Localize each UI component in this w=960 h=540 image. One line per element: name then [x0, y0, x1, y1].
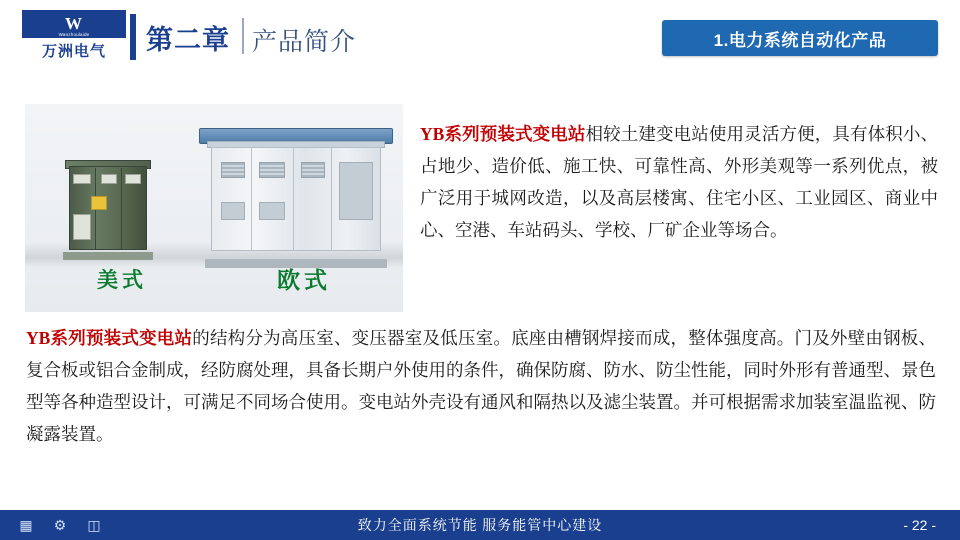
- slide-footer: [0, 510, 960, 540]
- us-door-seam-2: [121, 168, 122, 250]
- company-logo: [22, 10, 126, 62]
- eu-door-seam-3: [331, 147, 332, 251]
- book-icon[interactable]: ◫: [87, 517, 101, 533]
- right-paragraph: [420, 118, 938, 246]
- section-tag-label: 1.电力系统自动化产品: [713, 30, 887, 50]
- us-vent-panel-1: [73, 174, 91, 184]
- eu-access-door-2: [259, 202, 285, 220]
- slide-header: [0, 0, 960, 72]
- photo-caption-american: 美式: [97, 268, 147, 292]
- eu-access-door-1: [221, 202, 245, 220]
- logo-company-name: 万洲电气: [41, 44, 106, 60]
- bottom-paragraph-keyword: YB系列预装式变电站: [26, 328, 193, 348]
- us-warning-label-icon: [91, 196, 107, 210]
- bottom-paragraph: [26, 322, 936, 450]
- logo-mark-icon: [22, 10, 126, 38]
- right-paragraph-keyword: YB系列预装式变电站: [420, 124, 586, 144]
- photo-caption-european: 欧式: [277, 268, 331, 293]
- right-paragraph-body: 相较土建变电站使用灵活方便，具有体积小、占地少、造价低、施工快、可靠性高、外形美观等一系列优点，被广泛用于城网改造，以及高层楼寓、住宅小区、工业园区、商业中心、空港、车站码头、学校、厂矿企业等场合。: [420, 124, 939, 240]
- chapter-accent-bar: [130, 14, 136, 60]
- american-style-substation-image: [61, 158, 155, 254]
- eu-louver-2: [259, 162, 285, 178]
- logo-mark-letter: W: [65, 14, 83, 33]
- footer-slogan: 致力全面系统节能 服务能管中心建设: [357, 519, 603, 534]
- eu-louver-3: [301, 162, 325, 178]
- us-vent-panel-2: [101, 174, 117, 184]
- eu-vent-grille: [339, 162, 373, 220]
- section-tag: [662, 20, 938, 56]
- european-style-substation-image: [203, 128, 389, 260]
- eu-door-seam-2: [293, 147, 294, 251]
- chapter-title: 第二章: [146, 25, 230, 55]
- product-photo: [25, 104, 403, 312]
- page-number: - 22 -: [903, 517, 936, 533]
- us-door-panel: [73, 214, 91, 240]
- grid-icon[interactable]: ▦: [19, 517, 33, 533]
- bottom-paragraph-body: 的结构分为高压室、变压器室及低压室。底座由槽钢焊接而成，整体强度高。门及外壁由钢板、复合板或铝合金制成，经防腐处理，具备长期户外使用的条件，确保防腐、防水、防尘性能，同时外形有普通型、景色型等各种造型设计，可满足不同场合使用。变电站外壳设有通风和隔热以及滤尘装置。并可根据需求加装室温监视、防凝露装置。: [26, 328, 936, 444]
- eu-louver-1: [221, 162, 245, 178]
- eu-door-seam-1: [251, 147, 252, 251]
- chapter-divider: [242, 18, 244, 54]
- us-base-plinth: [63, 252, 153, 260]
- chapter-subtitle: 产品简介: [252, 29, 357, 56]
- logo-english-text: Wanzhoulaide: [58, 32, 90, 37]
- gear-icon[interactable]: ⚙: [53, 517, 67, 533]
- us-vent-panel-3: [125, 174, 141, 184]
